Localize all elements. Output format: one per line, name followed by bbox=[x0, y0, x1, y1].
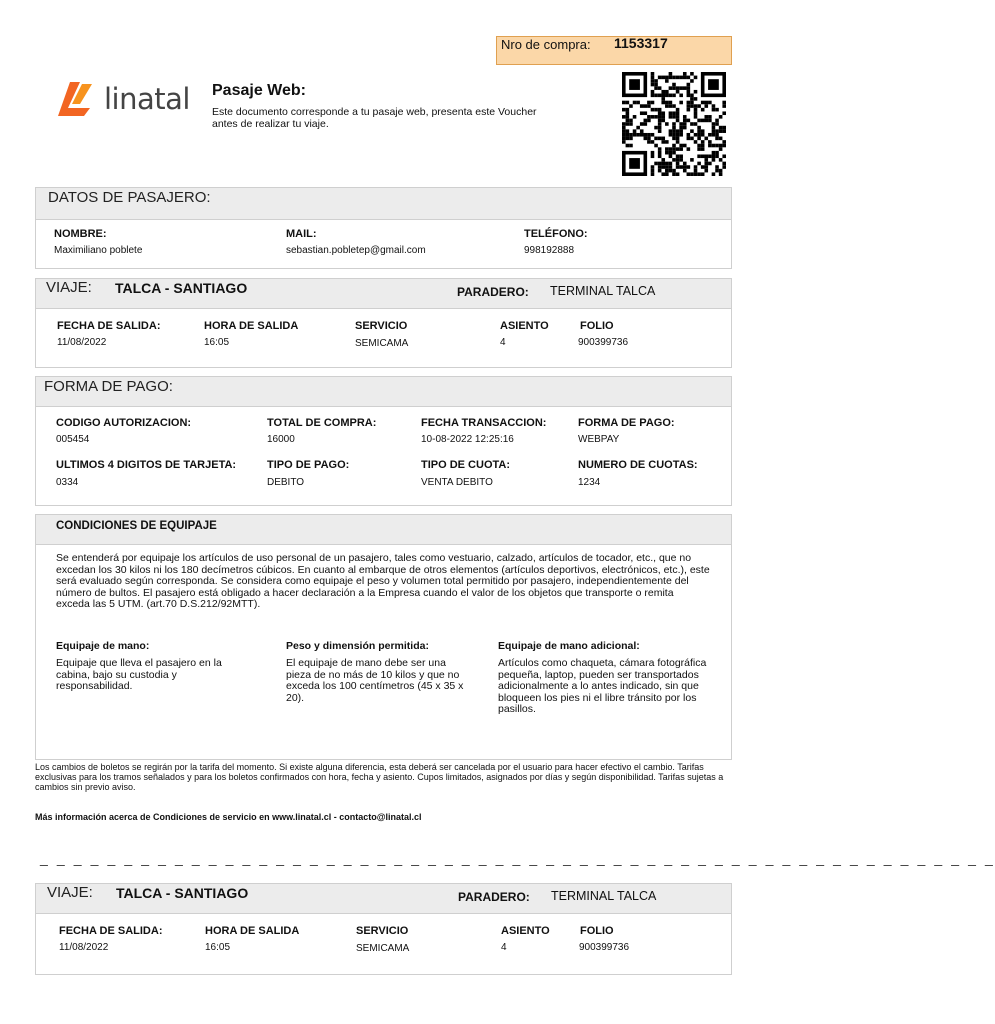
stub-departure-date-label: FECHA DE SALIDA: bbox=[59, 925, 163, 937]
qr-code-icon bbox=[622, 72, 726, 176]
hand-luggage-text: Equipaje que lleva el pasajero en la cabina, bajo su custodia y responsabilidad. bbox=[56, 657, 222, 692]
weight-text: El equipaje de mano debe ser una pieza de no más de 10 kilos y que no exceda los 100 centímetros (45 x 35 x 20). bbox=[286, 657, 464, 704]
payment-section-title: FORMA DE PAGO: bbox=[44, 378, 173, 395]
departure-time-label: HORA DE SALIDA bbox=[204, 320, 299, 332]
weight-title: Peso y dimensión permitida: bbox=[286, 640, 429, 652]
extra-luggage-title: Equipaje de mano adicional: bbox=[498, 640, 640, 652]
passenger-phone-label: TELÉFONO: bbox=[524, 228, 588, 240]
pay-type: DEBITO bbox=[267, 477, 305, 488]
seat: 4 bbox=[500, 337, 506, 348]
passenger-mail: sebastian.pobletep@gmail.com bbox=[286, 245, 426, 256]
stub-folio: 900399736 bbox=[579, 942, 630, 953]
passenger-mail-label: MAIL: bbox=[286, 228, 317, 240]
stub-service: SEMICAMA bbox=[356, 943, 410, 954]
stub-departure-time: 16:05 bbox=[205, 942, 231, 953]
purchase-number-box bbox=[496, 36, 732, 65]
more-info: Más información acerca de Condiciones de servicio en www.linatal.cl - contacto@linatal.cl bbox=[35, 812, 422, 822]
stub-section-label: VIAJE: bbox=[47, 884, 93, 901]
payment-section-header bbox=[35, 376, 732, 407]
departure-date-label: FECHA DE SALIDA: bbox=[57, 320, 161, 332]
stub-section-header bbox=[35, 883, 732, 914]
passenger-section bbox=[35, 219, 732, 269]
passenger-name-label: NOMBRE: bbox=[54, 228, 107, 240]
stub-departure-date: 11/08/2022 bbox=[59, 942, 109, 953]
installments: 1234 bbox=[578, 477, 601, 488]
brand-name: linatal bbox=[104, 82, 190, 116]
stub-folio-label: FOLIO bbox=[580, 925, 614, 937]
installments-label: NUMERO DE CUOTAS: bbox=[578, 459, 698, 471]
total-label: TOTAL DE COMPRA: bbox=[267, 417, 377, 429]
passenger-name: Maximiliano poblete bbox=[54, 245, 143, 256]
service-label: SERVICIO bbox=[355, 320, 408, 332]
departure-time: 16:05 bbox=[204, 337, 230, 348]
stub-seat: 4 bbox=[501, 942, 507, 953]
purchase-number-label: Nro de compra: bbox=[501, 37, 591, 52]
page-description: Este documento corresponde a tu pasaje web, presenta este Voucher antes de realizar tu viaje. bbox=[212, 106, 537, 130]
page-title: Pasaje Web: bbox=[212, 82, 306, 99]
auth-code-label: CODIGO AUTORIZACION: bbox=[56, 417, 192, 429]
purchase-number: 1153317 bbox=[614, 35, 668, 51]
tx-date-label: FECHA TRANSACCION: bbox=[421, 417, 547, 429]
stub-stop: TERMINAL TALCA bbox=[551, 889, 657, 903]
folio: 900399736 bbox=[578, 337, 629, 348]
folio-label: FOLIO bbox=[580, 320, 614, 332]
trip-section-label: VIAJE: bbox=[46, 279, 92, 296]
pay-type-label: TIPO DE PAGO: bbox=[267, 459, 350, 471]
service: SEMICAMA bbox=[355, 338, 409, 349]
changes-notice: Los cambios de boletos se regirán por la tarifa del momento. Si existe alguna diferencia, esta deberá ser cancelada por el usuario para hacer efectivo el cambio. Tarifas exclusivas para los tramos señalados y para los boletos confirmados con hora, fecha y asiento. Cupos limitados, asignados por días y según disponibilidad. Tarifas sujetas a cambios sin previo aviso. bbox=[35, 762, 724, 792]
total: 16000 bbox=[267, 434, 295, 445]
trip-section-header bbox=[35, 278, 732, 309]
luggage-section-title: CONDICIONES DE EQUIPAJE bbox=[56, 520, 217, 532]
stub-service-label: SERVICIO bbox=[356, 925, 409, 937]
linatal-logo bbox=[58, 80, 198, 120]
stub-departure-time-label: HORA DE SALIDA bbox=[205, 925, 300, 937]
trip-route: TALCA - SANTIAGO bbox=[115, 280, 248, 296]
installment-type: VENTA DEBITO bbox=[421, 477, 493, 488]
hand-luggage-title: Equipaje de mano: bbox=[56, 640, 150, 652]
extra-luggage-text: Artículos como chaqueta, cámara fotográfica pequeña, laptop, pueden ser transportados adicionalmente a lo antes indicado, sin que bloqueen los pies ni el libre tránsito por los pasillos. bbox=[498, 657, 707, 715]
card-digits: 0334 bbox=[56, 477, 79, 488]
linatal-logo-icon bbox=[58, 80, 98, 118]
passenger-section-header bbox=[35, 187, 732, 220]
card-digits-label: ULTIMOS 4 DIGITOS DE TARJETA: bbox=[56, 459, 237, 471]
seat-label: ASIENTO bbox=[500, 320, 549, 332]
auth-code: 005454 bbox=[56, 434, 90, 445]
luggage-intro: Se entenderá por equipaje los artículos de uso personal de un pasajero, tales como vestuario, calzado, artículos de tocador, etc., que no excedan los 30 kilos ni los 180 decímetros cúbicos. En cuanto al embarque de otros elementos (artículos deportivos, electrónicos, etc.), este será evaluado según corresponda. Se considera como equipaje el peso y volumen total permitido por pasajero, independientemente del número de bultos. El pasajero está obligado a hacer declaración a la Empresa cuando el valor de los objetos que transporte o remita exceda las 5 UTM. (art.70 D.S.212/92MTT). bbox=[56, 552, 710, 610]
payment-method-label: FORMA DE PAGO: bbox=[578, 417, 675, 429]
payment-method: WEBPAY bbox=[578, 434, 620, 445]
tx-date: 10-08-2022 12:25:16 bbox=[421, 434, 514, 445]
passenger-phone: 998192888 bbox=[524, 245, 575, 256]
stub-route: TALCA - SANTIAGO bbox=[116, 885, 249, 901]
luggage-section-header bbox=[35, 514, 732, 545]
passenger-section-title: DATOS DE PASAJERO: bbox=[48, 189, 211, 206]
stub-seat-label: ASIENTO bbox=[501, 925, 550, 937]
stub-stop-label: PARADERO: bbox=[458, 890, 530, 904]
cut-line: _ _ _ _ _ _ _ _ _ _ _ _ _ _ _ _ _ _ _ _ _ _ _ _ _ _ _ _ _ _ _ _ _ _ _ _ _ _ _ _ _ _ _ _ _ _ _ _ _ _ _ _ _ _ _ _ _ bbox=[40, 850, 995, 866]
trip-stop-label: PARADERO: bbox=[457, 285, 529, 299]
trip-stop: TERMINAL TALCA bbox=[550, 284, 656, 298]
departure-date: 11/08/2022 bbox=[57, 337, 107, 348]
installment-type-label: TIPO DE CUOTA: bbox=[421, 459, 511, 471]
